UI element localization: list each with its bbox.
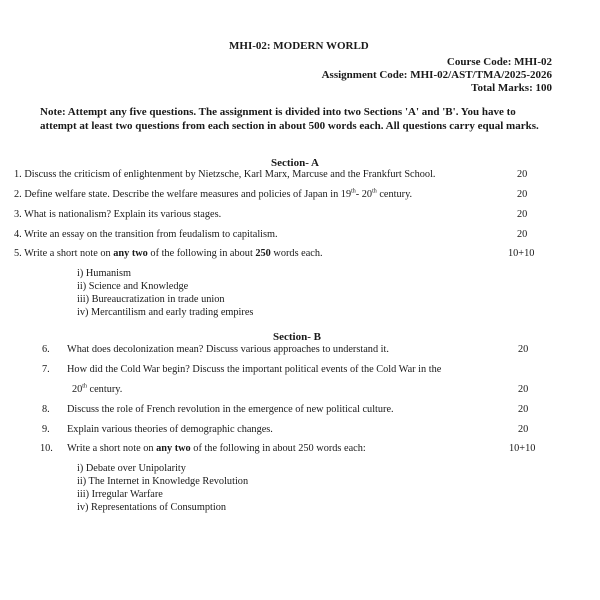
question-3-marks: 20	[517, 209, 528, 220]
question-text: words each.	[270, 248, 323, 259]
question-9-text: Explain various theories of demographic changes.	[67, 424, 273, 435]
question-4	[14, 229, 278, 240]
question-text: Define welfare state. Describe the welfare measures and policies of Japan in 19	[24, 189, 352, 200]
section-b-title: Section- B	[273, 331, 321, 343]
question-1-marks: 20	[517, 169, 528, 180]
question-1	[14, 169, 436, 180]
question-8-text: Discuss the role of French revolution in the emergence of new political culture.	[67, 404, 394, 415]
question-number: 1.	[14, 169, 22, 180]
question-7-continuation	[72, 384, 122, 395]
question-text: Write a short note on	[67, 443, 157, 454]
question-text: of the following in about	[147, 248, 256, 259]
emphasis: 250	[255, 248, 271, 259]
course-code: Course Code: MHI-02	[446, 56, 552, 68]
subitem: iv) Mercantilism and early trading empires	[77, 307, 254, 318]
subitem: i) Humanism	[77, 268, 132, 279]
question-text: of the following in about 250 words each:	[190, 443, 366, 454]
section-a-title: Section- A	[271, 157, 319, 169]
question-10-marks: 10+10	[509, 443, 536, 454]
question-6-number: 6.	[42, 344, 50, 355]
assignment-code: Assignment Code: MHI-02/AST/TMA/2025-2026	[321, 69, 552, 81]
question-7-text: How did the Cold War begin? Discuss the important political events of the Cold War in the	[67, 364, 442, 375]
question-3	[14, 209, 221, 220]
question-7-number: 7.	[42, 364, 50, 375]
question-text: Write a short note on	[24, 248, 114, 259]
subitem: ii) Science and Knowledge	[77, 281, 189, 292]
question-8-number: 8.	[42, 404, 50, 415]
emphasis: any two	[156, 443, 191, 454]
question-8-marks: 20	[518, 404, 529, 415]
question-2-marks: 20	[517, 189, 528, 200]
question-number: 4.	[14, 229, 22, 240]
question-4-marks: 20	[517, 229, 528, 240]
instructions-note: Note: Attempt any five questions. The assignment is divided into two Sections 'A' and 'B'. You have to attempt at least two questions from each section in about 500 words each. All questions carry equal marks.	[40, 106, 539, 132]
question-9-number: 9.	[42, 424, 50, 435]
document-title: MHI-02: MODERN WORLD	[229, 40, 369, 52]
question-5-subitems	[77, 267, 253, 319]
question-9-marks: 20	[518, 424, 529, 435]
emphasis: any two	[113, 248, 148, 259]
question-number: 5.	[14, 248, 22, 259]
subitem: ii) The Internet in Knowledge Revolution	[77, 476, 249, 487]
superscript: th	[82, 383, 87, 390]
question-6-text: What does decolonization mean? Discuss various approaches to understand it.	[67, 344, 389, 355]
question-10-number: 10.	[40, 443, 53, 454]
question-10-text	[67, 443, 366, 454]
question-text: 20	[72, 384, 83, 395]
question-2	[14, 189, 412, 200]
question-text: - 20	[355, 189, 373, 200]
question-text: century.	[376, 189, 413, 200]
subitem: iii) Bureaucratization in trade union	[77, 294, 225, 305]
question-5	[14, 248, 323, 259]
question-text: Discuss the criticism of enlightenment by Nietzsche, Karl Marx, Marcuse and the Frankfurt School.	[24, 169, 436, 180]
question-number: 3.	[14, 209, 22, 220]
question-10-subitems	[77, 462, 248, 514]
total-marks: Total Marks: 100	[471, 82, 552, 94]
question-6-marks: 20	[518, 344, 529, 355]
question-text: What is nationalism? Explain its various stages.	[24, 209, 222, 220]
subitem: i) Debate over Unipolarity	[77, 463, 186, 474]
superscript: th	[372, 188, 377, 195]
question-7-marks: 20	[518, 384, 529, 395]
question-text: Write an essay on the transition from feudalism to capitalism.	[24, 229, 278, 240]
question-text: century.	[86, 384, 123, 395]
superscript: th	[351, 188, 356, 195]
question-5-marks: 10+10	[508, 248, 535, 259]
subitem: iv) Representations of Consumption	[77, 502, 227, 513]
question-number: 2.	[14, 189, 22, 200]
subitem: iii) Irregular Warfare	[77, 489, 163, 500]
